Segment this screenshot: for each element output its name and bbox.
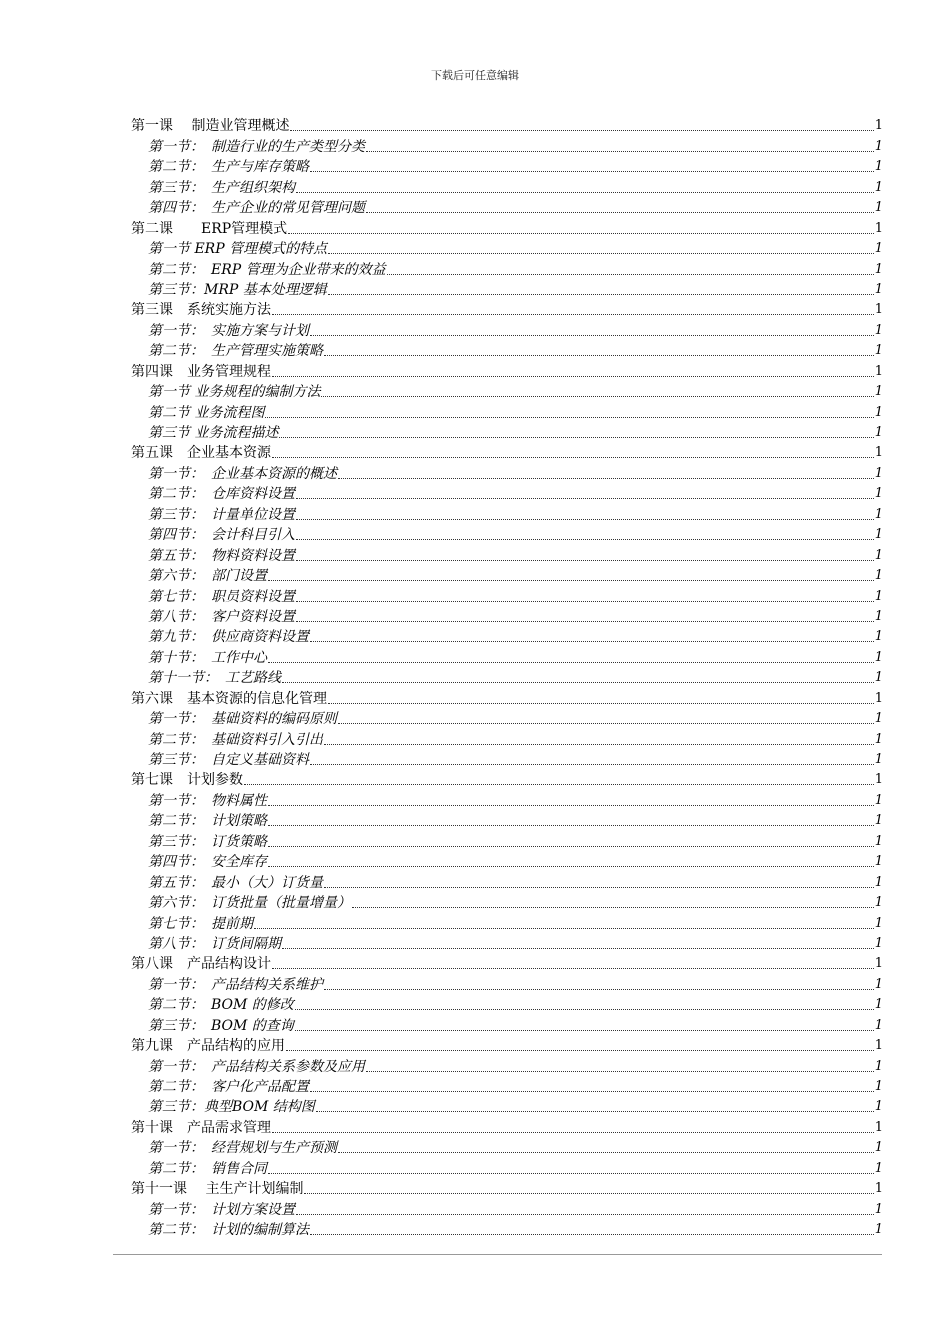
toc-page-number: 1 xyxy=(874,1201,883,1217)
toc-entry-title: 第七节： 提前期 xyxy=(148,915,253,932)
toc-section-entry[interactable] xyxy=(131,831,883,851)
toc-section-entry[interactable] xyxy=(131,1097,883,1117)
toc-entry-title: 第一节： 计划方案设置 xyxy=(148,1201,295,1218)
toc-section-entry[interactable] xyxy=(131,402,883,422)
toc-page-number: 1 xyxy=(874,1017,883,1033)
dot-leader xyxy=(338,1152,874,1153)
dot-leader xyxy=(387,274,874,275)
toc-entry-title: 第二节： 计划的编制算法 xyxy=(148,1222,309,1239)
toc-page-number: 1 xyxy=(874,895,883,911)
toc-section-entry[interactable] xyxy=(131,136,883,156)
toc-page-number: 1 xyxy=(874,486,883,502)
toc-section-entry[interactable] xyxy=(131,423,883,443)
dot-leader xyxy=(268,866,874,867)
dot-leader xyxy=(296,192,874,193)
toc-entry-title: 第八课 产品结构设计 xyxy=(131,956,271,973)
toc-lesson-entry[interactable] xyxy=(131,688,883,708)
dot-leader xyxy=(328,703,874,704)
toc-page-number: 1 xyxy=(874,1099,883,1115)
toc-section-entry[interactable] xyxy=(131,259,883,279)
dot-leader xyxy=(296,539,874,540)
table-of-contents xyxy=(131,116,883,1240)
dot-leader xyxy=(328,253,874,254)
toc-page-number: 1 xyxy=(874,608,883,624)
toc-page-number: 1 xyxy=(874,670,883,686)
dot-leader xyxy=(254,928,874,929)
toc-page-number: 1 xyxy=(874,1181,883,1197)
toc-page-number: 1 xyxy=(874,138,883,154)
toc-entry-title: 第四节： 会计科目引入 xyxy=(148,527,295,544)
dot-leader xyxy=(268,825,874,826)
toc-entry-title: 第五节： 物料资料设置 xyxy=(148,547,295,564)
toc-page-number: 1 xyxy=(874,241,883,257)
toc-page-number: 1 xyxy=(874,915,883,931)
toc-section-entry[interactable] xyxy=(131,709,883,729)
toc-section-entry[interactable] xyxy=(131,1015,883,1035)
toc-page-number: 1 xyxy=(874,935,883,951)
toc-page-number: 1 xyxy=(874,200,883,216)
toc-section-entry[interactable] xyxy=(131,974,883,994)
dot-leader xyxy=(324,887,874,888)
toc-entry-title: 第八节： 订货间隔期 xyxy=(148,935,281,952)
dot-leader xyxy=(295,1030,874,1031)
toc-section-entry[interactable] xyxy=(131,525,883,545)
toc-entry-title: 第三节： BOM 的查询 xyxy=(148,1017,294,1034)
toc-section-entry[interactable] xyxy=(131,790,883,810)
toc-section-entry[interactable] xyxy=(131,729,883,749)
dot-leader xyxy=(286,1050,874,1051)
dot-leader xyxy=(268,1173,874,1174)
toc-section-entry[interactable] xyxy=(131,995,883,1015)
toc-entry-title: 第三节：MRP 基本处理逻辑 xyxy=(148,281,327,298)
toc-lesson-entry[interactable] xyxy=(131,954,883,974)
dot-leader xyxy=(316,1111,874,1112)
dot-leader xyxy=(282,948,874,949)
toc-page-number: 1 xyxy=(874,1058,883,1074)
toc-entry-title: 第九课 产品结构的应用 xyxy=(131,1038,285,1055)
dot-leader xyxy=(272,968,874,969)
toc-entry-title: 第一节： 物料属性 xyxy=(148,792,267,809)
toc-entry-title: 第一节： 经营规划与生产预测 xyxy=(148,1140,337,1157)
toc-section-entry[interactable] xyxy=(131,627,883,647)
dot-leader xyxy=(304,1193,873,1194)
toc-page-number: 1 xyxy=(874,976,883,992)
toc-entry-title: 第三节： 订货策略 xyxy=(148,833,267,850)
toc-lesson-entry[interactable] xyxy=(131,218,883,238)
toc-section-entry[interactable] xyxy=(131,1158,883,1178)
toc-lesson-entry[interactable] xyxy=(131,361,883,381)
dot-leader xyxy=(296,1214,874,1215)
dot-leader xyxy=(324,355,874,356)
dot-leader xyxy=(366,1071,874,1072)
toc-page-number: 1 xyxy=(874,711,883,727)
toc-section-entry[interactable] xyxy=(131,484,883,504)
toc-page-number: 1 xyxy=(874,281,883,297)
dot-leader xyxy=(272,376,874,377)
toc-page-number: 1 xyxy=(874,384,883,400)
dot-leader xyxy=(328,294,874,295)
toc-page-number: 1 xyxy=(874,527,883,543)
toc-entry-title: 第七课 计划参数 xyxy=(131,772,243,789)
dot-leader xyxy=(296,621,874,622)
dot-leader xyxy=(352,907,874,908)
toc-page-number: 1 xyxy=(874,363,883,379)
dot-leader xyxy=(310,641,874,642)
dot-leader xyxy=(310,1234,874,1235)
toc-page-number: 1 xyxy=(874,445,883,461)
toc-section-entry[interactable] xyxy=(131,1056,883,1076)
toc-entry-title: 第三课 系统实施方法 xyxy=(131,302,271,319)
dot-leader xyxy=(296,498,874,499)
toc-entry-title: 第三节：典型BOM 结构图 xyxy=(148,1099,315,1116)
toc-page-number: 1 xyxy=(874,649,883,665)
toc-entry-title: 第二节： 销售合同 xyxy=(148,1160,267,1177)
toc-entry-title: 第十一节： 工艺路线 xyxy=(148,670,281,687)
toc-section-entry[interactable] xyxy=(131,504,883,524)
toc-page-number: 1 xyxy=(874,220,883,236)
toc-entry-title: 第二节： 仓库资料设置 xyxy=(148,486,295,503)
toc-entry-title: 第四节： 生产企业的常见管理问题 xyxy=(148,200,365,217)
toc-entry-title: 第二节： BOM 的修改 xyxy=(148,997,294,1014)
toc-entry-title: 第二节： 客户化产品配置 xyxy=(148,1079,309,1095)
dot-leader xyxy=(310,764,874,765)
dot-leader xyxy=(295,1009,874,1010)
toc-entry-title: 第二课 ERP管理模式 xyxy=(131,220,288,237)
page-header: 下载后可任意编辑 xyxy=(431,69,519,82)
toc-lesson-entry[interactable] xyxy=(131,443,883,463)
toc-section-entry[interactable] xyxy=(131,811,883,831)
toc-lesson-entry[interactable] xyxy=(131,116,883,136)
dot-leader xyxy=(268,662,874,663)
toc-page-number: 1 xyxy=(874,854,883,870)
toc-section-entry[interactable] xyxy=(131,341,883,361)
toc-entry-title: 第四节： 安全库存 xyxy=(148,854,267,871)
toc-page-number: 1 xyxy=(874,547,883,563)
toc-page-number: 1 xyxy=(874,956,883,972)
toc-section-entry[interactable] xyxy=(131,668,883,688)
toc-entry-title: 第十一课 主生产计划编制 xyxy=(131,1181,304,1198)
toc-page-number: 1 xyxy=(874,772,883,788)
toc-entry-title: 第六节： 部门设置 xyxy=(148,568,267,585)
toc-page-number: 1 xyxy=(874,302,883,318)
toc-page-number: 1 xyxy=(874,588,883,604)
toc-entry-title: 第三节： 计量单位设置 xyxy=(148,506,295,523)
toc-entry-title: 第六节： 订货批量（批量增量） xyxy=(148,895,351,912)
dot-leader xyxy=(321,396,873,397)
toc-section-entry[interactable] xyxy=(131,320,883,340)
toc-section-entry[interactable] xyxy=(131,198,883,218)
toc-page-number: 1 xyxy=(874,159,883,175)
toc-page-number: 1 xyxy=(874,568,883,584)
toc-page-number: 1 xyxy=(874,752,883,767)
toc-section-entry[interactable] xyxy=(131,893,883,913)
toc-entry-title: 第七节： 职员资料设置 xyxy=(148,588,295,605)
toc-page-number: 1 xyxy=(874,179,883,195)
toc-entry-title: 第一节： 产品结构关系维护 xyxy=(148,976,323,993)
toc-entry-title: 第十课 产品需求管理 xyxy=(131,1119,271,1136)
toc-section-entry[interactable] xyxy=(131,1199,883,1219)
toc-page-number: 1 xyxy=(874,404,883,420)
dot-leader xyxy=(290,130,873,131)
toc-page-number: 1 xyxy=(874,731,883,747)
toc-page-number: 1 xyxy=(874,833,883,849)
toc-section-entry[interactable] xyxy=(131,382,883,402)
dot-leader xyxy=(288,233,874,234)
toc-section-entry[interactable] xyxy=(131,934,883,954)
toc-section-entry[interactable] xyxy=(131,463,883,483)
toc-section-entry[interactable] xyxy=(131,177,883,197)
toc-entry-title: 第二节： 生产与库存策略 xyxy=(148,159,309,176)
toc-entry-title: 第六课 基本资源的信息化管理 xyxy=(131,690,327,707)
toc-page-number: 1 xyxy=(874,343,883,359)
dot-leader xyxy=(268,846,874,847)
toc-page-number: 1 xyxy=(874,322,883,338)
toc-entry-title: 第四课 业务管理规程 xyxy=(131,363,271,380)
toc-section-entry[interactable] xyxy=(131,913,883,933)
dot-leader xyxy=(296,560,874,561)
toc-section-entry[interactable] xyxy=(131,750,883,770)
toc-page-number: 1 xyxy=(874,425,883,440)
toc-page-number: 1 xyxy=(874,792,883,808)
dot-leader xyxy=(296,601,874,602)
toc-section-entry[interactable] xyxy=(131,586,883,606)
toc-page-number: 1 xyxy=(874,690,883,706)
dot-leader xyxy=(338,478,874,479)
dot-leader xyxy=(272,457,874,458)
dot-leader xyxy=(282,682,874,683)
toc-page-number: 1 xyxy=(874,1140,883,1156)
toc-page-number: 1 xyxy=(874,1119,883,1135)
toc-entry-title: 第一课 制造业管理概述 xyxy=(131,118,290,135)
toc-page-number: 1 xyxy=(874,813,883,829)
dot-leader xyxy=(272,314,874,315)
toc-entry-title: 第三节 业务流程描述 xyxy=(148,425,279,441)
footer-divider xyxy=(113,1254,882,1255)
toc-page-number: 1 xyxy=(874,261,883,277)
toc-page-number: 1 xyxy=(874,465,883,481)
toc-section-entry[interactable] xyxy=(131,280,883,300)
toc-page-number: 1 xyxy=(874,629,883,645)
toc-entry-title: 第五课 企业基本资源 xyxy=(131,445,271,462)
toc-entry-title: 第一节： 企业基本资源的概述 xyxy=(148,465,337,482)
toc-entry-title: 第一节： 产品结构关系参数及应用 xyxy=(148,1058,365,1075)
toc-section-entry[interactable] xyxy=(131,545,883,565)
toc-page-number: 1 xyxy=(874,1160,883,1176)
dot-leader xyxy=(324,744,874,745)
toc-entry-title: 第二节： 基础资料引入引出 xyxy=(148,731,323,748)
toc-section-entry[interactable] xyxy=(131,157,883,177)
toc-page-number: 1 xyxy=(874,506,883,522)
toc-entry-title: 第三节： 生产组织架构 xyxy=(148,179,295,196)
toc-entry-title: 第二节： 生产管理实施策略 xyxy=(148,343,323,360)
toc-section-entry[interactable] xyxy=(131,1077,883,1097)
toc-section-entry[interactable] xyxy=(131,1220,883,1240)
dot-leader xyxy=(279,437,873,438)
toc-lesson-entry[interactable] xyxy=(131,1179,883,1199)
toc-section-entry[interactable] xyxy=(131,239,883,259)
toc-entry-title: 第一节： 制造行业的生产类型分类 xyxy=(148,138,365,155)
toc-page-number: 1 xyxy=(874,1038,883,1054)
dot-leader xyxy=(310,171,874,172)
toc-lesson-entry[interactable] xyxy=(131,1117,883,1137)
toc-entry-title: 第三节： 自定义基础资料 xyxy=(148,752,309,768)
toc-page-number: 1 xyxy=(874,997,883,1013)
toc-page-number: 1 xyxy=(874,1222,883,1238)
toc-entry-title: 第一节 业务规程的编制方法 xyxy=(148,384,321,401)
dot-leader xyxy=(338,723,874,724)
toc-lesson-entry[interactable] xyxy=(131,1036,883,1056)
toc-entry-title: 第五节： 最小（大）订货量 xyxy=(148,874,323,891)
dot-leader xyxy=(366,151,874,152)
dot-leader xyxy=(268,805,874,806)
toc-entry-title: 第九节： 供应商资料设置 xyxy=(148,629,309,646)
toc-section-entry[interactable] xyxy=(131,872,883,892)
toc-entry-title: 第一节： 基础资料的编码原则 xyxy=(148,711,337,728)
toc-entry-title: 第十节： 工作中心 xyxy=(148,649,267,666)
toc-entry-title: 第二节： ERP 管理为企业带来的效益 xyxy=(148,261,386,278)
dot-leader xyxy=(310,335,874,336)
toc-page-number: 1 xyxy=(874,874,883,890)
toc-page-number: 1 xyxy=(874,1079,883,1094)
toc-page-number: 1 xyxy=(874,118,883,134)
toc-lesson-entry[interactable] xyxy=(131,300,883,320)
toc-section-entry[interactable] xyxy=(131,607,883,627)
dot-leader xyxy=(265,417,873,418)
toc-section-entry[interactable] xyxy=(131,852,883,872)
toc-section-entry[interactable] xyxy=(131,647,883,667)
dot-leader xyxy=(366,212,874,213)
toc-lesson-entry[interactable] xyxy=(131,770,883,790)
dot-leader xyxy=(268,580,874,581)
dot-leader xyxy=(244,784,874,785)
toc-section-entry[interactable] xyxy=(131,1138,883,1158)
toc-entry-title: 第一节 ERP 管理模式的特点 xyxy=(148,241,328,258)
dot-leader xyxy=(310,1091,874,1092)
dot-leader xyxy=(296,519,874,520)
toc-section-entry[interactable] xyxy=(131,566,883,586)
toc-entry-title: 第二节： 计划策略 xyxy=(148,813,267,830)
toc-entry-title: 第一节： 实施方案与计划 xyxy=(148,322,309,339)
toc-entry-title: 第八节： 客户资料设置 xyxy=(148,608,295,625)
dot-leader xyxy=(324,989,874,990)
toc-entry-title: 第二节 业务流程图 xyxy=(148,404,265,421)
dot-leader xyxy=(272,1132,874,1133)
